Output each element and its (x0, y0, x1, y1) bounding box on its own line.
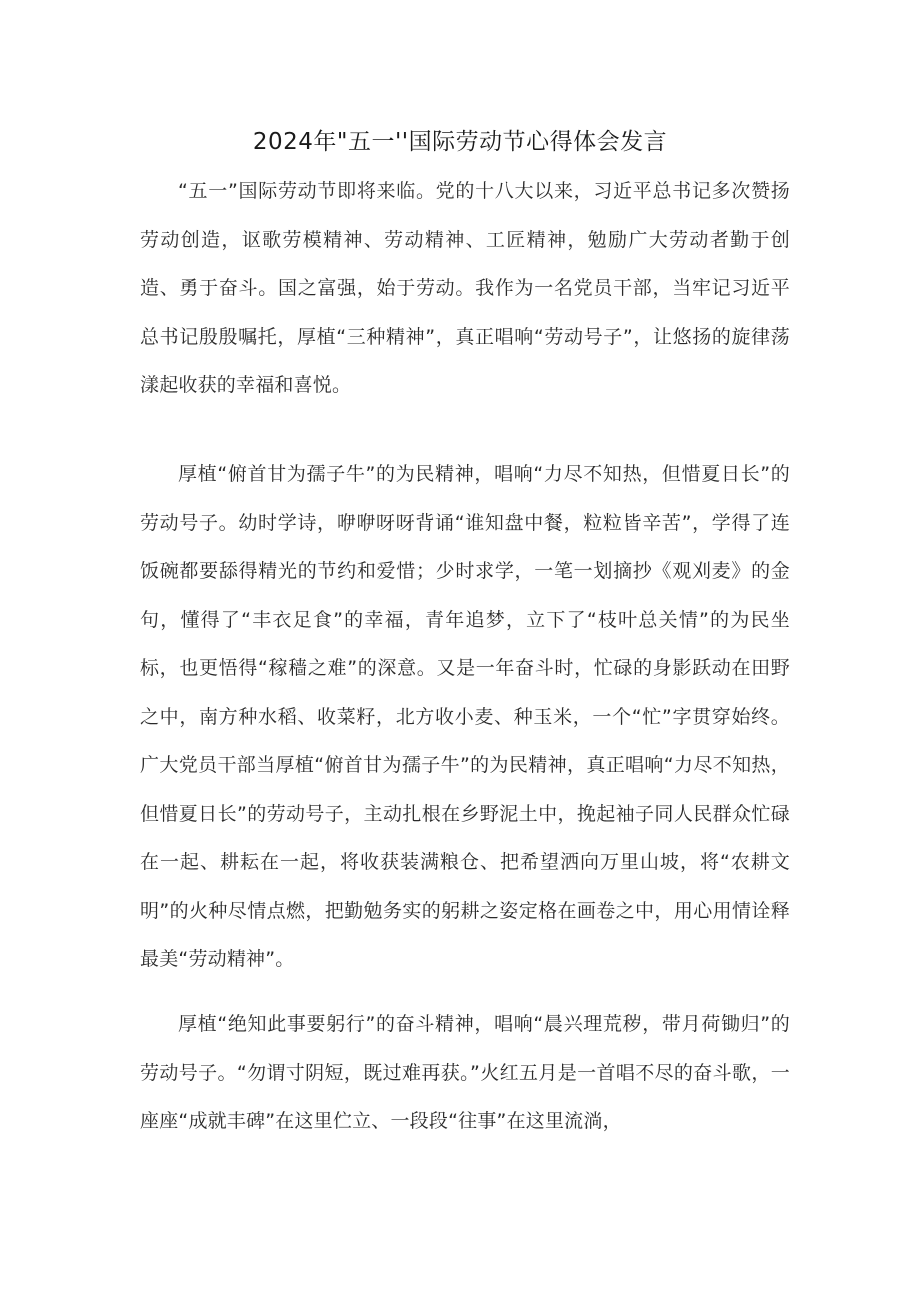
paragraph-text: 厚植“绝知此事要躬行”的奋斗精神，唱响“晨兴理荒秽，带月荷锄归”的劳动号子。“勿谓寸阴短，既过难再获。”火红五月是一首唱不尽的奋斗歌，一座座“成就丰碑”在这里伫立、一段段“往事”在这里流淌， (140, 1013, 790, 1132)
paragraph-text: “五一”国际劳动节即将来临。党的十八大以来，习近平总书记多次赞扬劳动创造，讴歌劳模精神、劳动精神、工匠精神，勉励广大劳动者勤于创造、勇于奋斗。国之富强，始于劳动。我作为一名党员干部，当牢记习近平总书记殷殷嘱托，厚植“三种精神”，真正唱响“劳动号子”，让悠扬的旋律荡漾起收获的幸福和喜悦。 (140, 180, 790, 396)
body-paragraph (140, 450, 790, 984)
body-paragraph (140, 1000, 790, 1146)
body-paragraph (140, 167, 790, 410)
paragraph-text: 厚植“俯首甘为孺子牛”的为民精神，唱响“力尽不知热，但惜夏日长”的劳动号子。幼时学诗，咿咿呀呀背诵“谁知盘中餐，粒粒皆辛苦”，学得了连饭碗都要舔得精光的节约和爱惜；少时求学，一笔一划摘抄《观刈麦》的金句，懂得了“丰衣足食”的幸福，青年追梦，立下了“枝叶总关情”的为民坐标，也更悟得“稼穑之难”的深意。又是一年奋斗时，忙碌的身影跃动在田野之中，南方种水稻、收菜籽，北方收小麦、种玉米，一个“忙”字贯穿始终。广大党员干部当厚植“俯首甘为孺子牛”的为民精神，真正唱响“力尽不知热，但惜夏日长”的劳动号子，主动扎根在乡野泥土中，挽起袖子同人民群众忙碌在一起、耕耘在一起，将收获装满粮仓、把希望洒向万里山坡，将“农耕文明”的火种尽情点燃，把勤勉务实的躬耕之姿定格在画卷之中，用心用情诠释最美“劳动精神”。 (140, 463, 790, 970)
document-title: 2024年"五一''国际劳动节心得体会发言 (252, 129, 668, 155)
